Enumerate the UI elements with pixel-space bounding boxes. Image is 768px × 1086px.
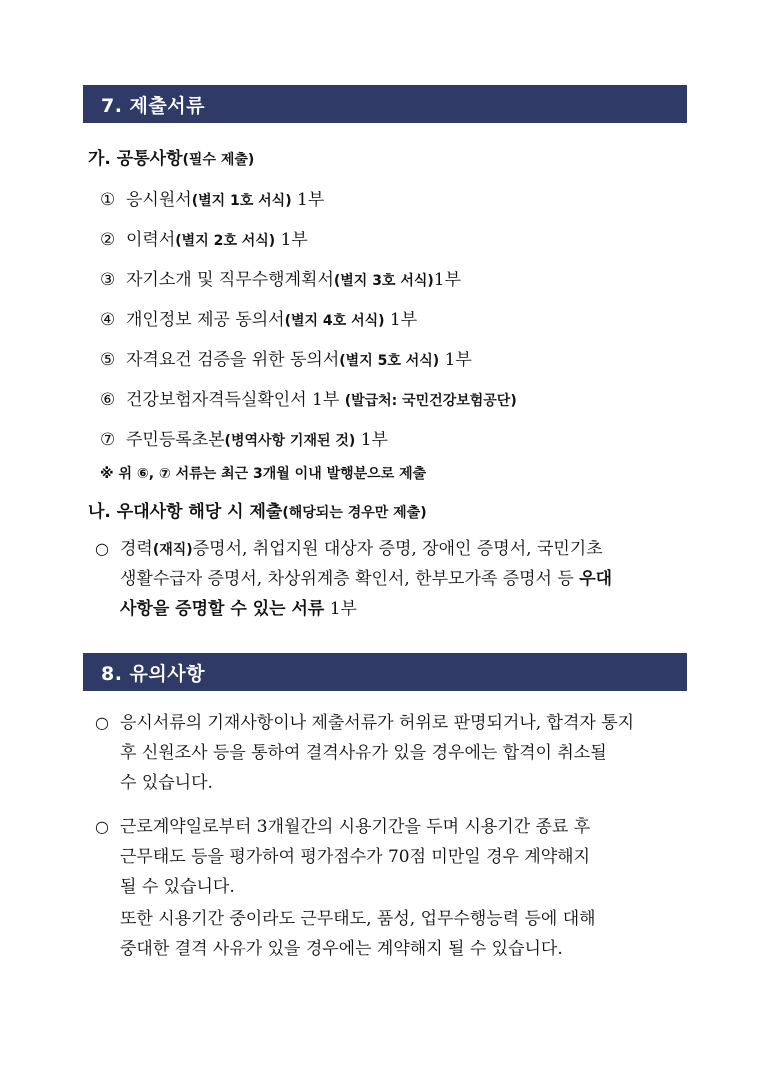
- item-paren: (별지 3호 서식): [333, 273, 434, 289]
- paragraph-line: 중대한 결격 사유가 있을 경우에는 계약해지 될 수 있습니다.: [120, 939, 563, 959]
- subsection-na-paren: (해당되는 경우만 제출): [282, 505, 427, 521]
- note-text: ※ 위 ⑥, ⑦ 서류는 최근 3개월 이내 발행분으로 제출: [100, 466, 427, 482]
- paragraph-line: 수 있습니다.: [120, 773, 213, 793]
- item-paren: (별지 1호 서식): [191, 193, 292, 209]
- paragraph-line: [120, 567, 612, 591]
- item-text: 자격요건 검증을 위한 동의서: [126, 350, 340, 370]
- item-number: ④: [100, 310, 116, 330]
- item-number: ⑥: [100, 390, 116, 410]
- subsection-ga-label: 가. 공통사항: [88, 149, 183, 169]
- bullet-icon: ○: [95, 817, 109, 836]
- section-7-title: 7. 제출서류: [101, 94, 205, 117]
- list-item: [100, 188, 324, 213]
- list-item: [100, 348, 472, 373]
- text-run-bold: 사항을 증명할 수 있는 서류: [120, 599, 325, 619]
- item-number: ③: [100, 270, 116, 290]
- item-paren: (병역사항 기재된 것): [224, 433, 356, 449]
- item-paren: (별지 5호 서식): [339, 353, 440, 369]
- paragraph-line: 또한 시용기간 중이라도 근무태도, 품성, 업무수행능력 등에 대해: [120, 909, 596, 929]
- item-tail: 1부: [384, 310, 418, 330]
- item-paren: (별지 4호 서식): [284, 313, 385, 329]
- list-item: [100, 228, 308, 253]
- text-run: 생활수급자 증명서, 차상위계층 확인서, 한부모가족 증명서 등: [120, 569, 580, 589]
- item-number: ①: [100, 190, 116, 210]
- item-number: ②: [100, 230, 116, 250]
- subsection-ga-paren: (필수 제출): [182, 152, 255, 168]
- item-tail: 1부: [439, 350, 472, 370]
- paragraph-line: 근무태도 등을 평가하여 평가점수가 70점 미만일 경우 계약해지: [120, 847, 591, 867]
- subsection-na-heading: [88, 500, 427, 525]
- section-7-header: [83, 85, 687, 123]
- list-item: [100, 388, 517, 413]
- item-tail: 1부: [355, 430, 388, 450]
- paragraph-line: 후 신원조사 등을 통하여 결격사유가 있을 경우에는 합격이 취소될: [120, 743, 607, 763]
- item-text: 주민등록초본: [126, 430, 225, 450]
- text-run-paren: (재직): [152, 542, 193, 558]
- item-paren: (발급처: 국민건강보험공단): [344, 393, 517, 409]
- paragraph-line: 될 수 있습니다.: [120, 877, 235, 897]
- text-run: 1부: [324, 599, 357, 619]
- section-8-title: 8. 유의사항: [101, 662, 205, 685]
- item-text: 개인정보 제공 동의서: [126, 310, 285, 330]
- item-text: 응시원서: [126, 190, 192, 210]
- subsection-na-label: 나. 우대사항 해당 시 제출: [88, 502, 283, 522]
- list-item: [100, 428, 388, 453]
- paragraph-line: 근로계약일로부터 3개월간의 시용기간을 두며 시용기간 종료 후: [120, 817, 591, 837]
- item-text: 자기소개 및 직무수행계획서: [126, 270, 334, 290]
- list-item: [100, 268, 461, 293]
- item-tail: 1부: [433, 270, 462, 290]
- text-run: 경력: [120, 539, 153, 559]
- paragraph-line: [120, 537, 603, 562]
- item-number: ⑦: [100, 430, 116, 450]
- subsection-ga-heading: [88, 147, 254, 172]
- paragraph-line: [120, 597, 357, 621]
- text-run-bold: 우대: [579, 569, 613, 589]
- section-8-header: [83, 653, 687, 691]
- list-item: [100, 308, 417, 333]
- item-text: 건강보험자격득실확인서 1부: [126, 390, 345, 410]
- paragraph-line: 응시서류의 기재사항이나 제출서류가 허위로 판명되거나, 합격자 통지: [120, 713, 635, 733]
- item-tail: 1부: [291, 190, 325, 210]
- bullet-icon: ○: [95, 713, 109, 732]
- bullet-icon: ○: [95, 539, 109, 558]
- item-tail: 1부: [275, 230, 308, 250]
- item-number: ⑤: [100, 350, 116, 370]
- text-run: 증명서, 취업지원 대상자 증명, 장애인 증명서, 국민기초: [192, 539, 603, 559]
- item-text: 이력서: [126, 230, 176, 250]
- item-paren: (별지 2호 서식): [175, 233, 276, 249]
